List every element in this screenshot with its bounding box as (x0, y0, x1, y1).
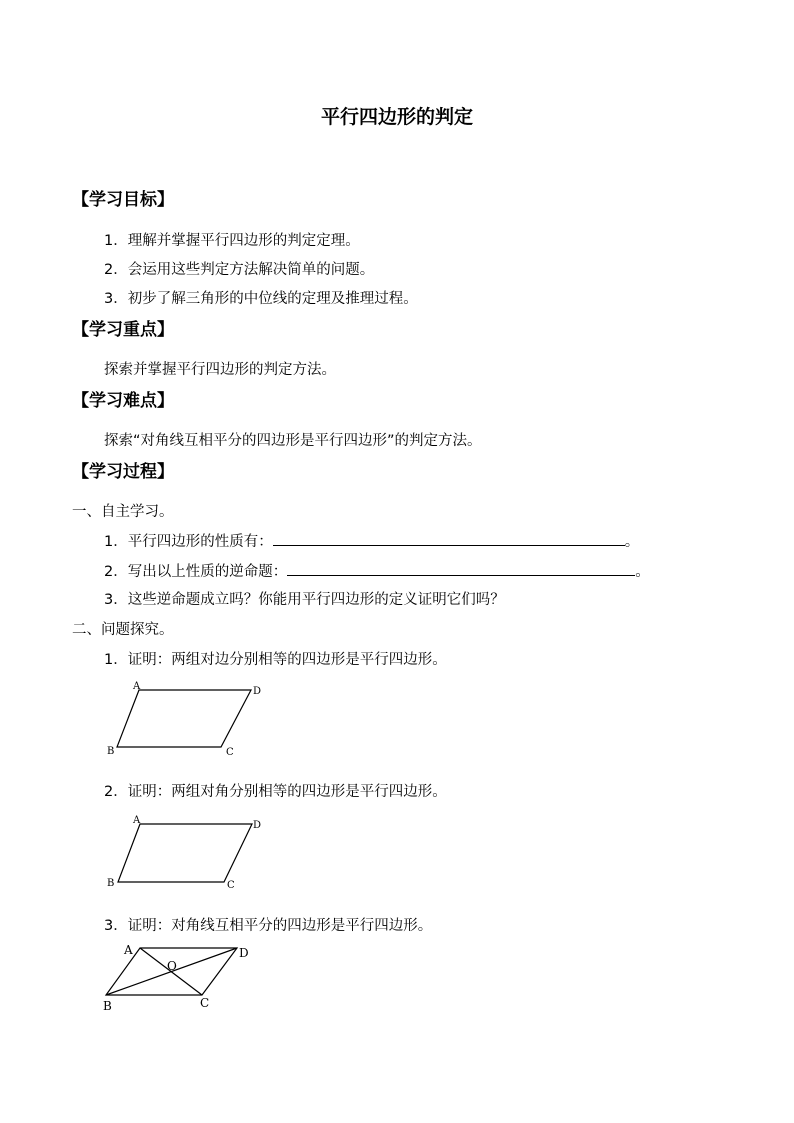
parallelogram-abcd-1 (117, 690, 251, 747)
question-3: 3．这些逆命题成立吗？你能用平行四边形的定义证明它们吗？ (104, 592, 505, 608)
vertex-label-a: A (133, 681, 141, 692)
parallelogram-figure-1 (100, 676, 280, 762)
parallelogram-abcd-2 (118, 824, 252, 882)
vertex-label-a: A (124, 943, 133, 957)
question-2-text: 2．写出以上性质的逆命题： (104, 564, 288, 580)
vertex-label-c: C (226, 747, 234, 758)
problem-1: 1．证明：两组对边分别相等的四边形是平行四边形。 (104, 652, 447, 668)
question-1-text: 1．平行四边形的性质有： (104, 534, 273, 550)
page-title: 平行四边形的判定 (320, 106, 473, 128)
part1-heading: 一、自主学习。 (72, 504, 174, 520)
section-heading-difficulty: 【学习难点】 (72, 391, 174, 411)
vertex-label-b: B (107, 746, 115, 757)
vertex-label-b: B (107, 878, 115, 889)
vertex-label-c: C (200, 996, 210, 1010)
section-heading-focus: 【学习重点】 (72, 320, 174, 340)
vertex-label-a: A (133, 815, 141, 826)
intersection-label-o: O (167, 959, 177, 973)
section-heading-process: 【学习过程】 (72, 462, 174, 482)
focus-text: 探索并掌握平行四边形的判定方法。 (104, 362, 336, 378)
vertex-label-d: D (253, 820, 262, 831)
vertex-label-c: C (227, 880, 235, 891)
section-heading-goals: 【学习目标】 (72, 190, 174, 210)
goal-item-1: 1．理解并掌握平行四边形的判定定理。 (104, 233, 360, 249)
parallelogram-diagonals-figure (96, 936, 266, 1016)
goal-item-3: 3．初步了解三角形的中位线的定理及推理过程。 (104, 291, 418, 307)
part2-heading: 二、问题探究。 (72, 622, 174, 638)
question-2 (104, 561, 650, 582)
goal-item-2: 2．会运用这些判定方法解决简单的问题。 (104, 262, 375, 278)
answer-blank-2[interactable] (287, 561, 635, 576)
answer-blank-1[interactable] (273, 531, 625, 546)
vertex-label-d: D (253, 686, 262, 697)
parallelogram-figure-2 (100, 812, 280, 898)
question-1-end: 。 (624, 534, 640, 550)
vertex-label-b: B (103, 999, 112, 1013)
question-1 (104, 531, 639, 552)
vertex-label-d: D (239, 946, 249, 960)
problem-2: 2．证明：两组对角分别相等的四边形是平行四边形。 (104, 784, 447, 800)
difficulty-text: 探索“对角线互相平分的四边形是平行四边形”的判定方法。 (104, 433, 482, 449)
problem-3: 3．证明：对角线互相平分的四边形是平行四边形。 (104, 918, 433, 934)
question-2-end: 。 (635, 564, 650, 580)
